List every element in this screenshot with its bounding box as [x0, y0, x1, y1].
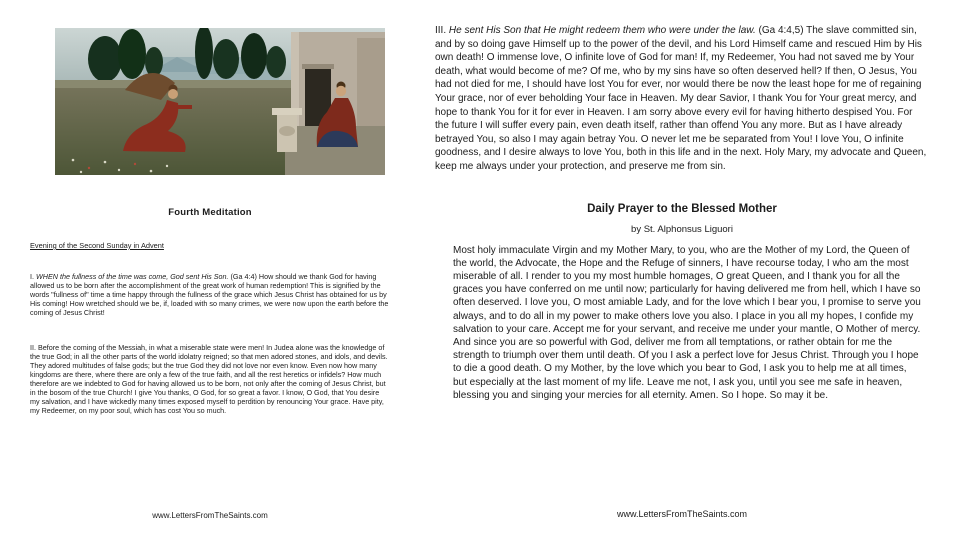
footer-url-right: www.LettersFromTheSaints.com — [616, 509, 748, 519]
paragraph-3-number: III. — [435, 25, 449, 36]
paragraph-1-number: I. — [30, 272, 36, 281]
paragraph-3-text: (Ga 4:4,5) The slave committed sin, and by so doing gave Himself up to the power of the devil, and his Lord Himself came and rescued Him by His own death! O immense love, O infinite love of God for man! If, my Redeemer, You had not saved me by Your death, what would become of me? Of me, who by my sins have so often deserved hell? If then, O Jesus, You had not died for me, I should have lost You for ever, nor would there be now the least hope for me of regaining Your grace, nor of ever beholding Your face in Heaven. My dear Savior, I thank You for Your great mercy, and hope to thank You for it for ever in Heaven. I am sorry above every evil for having hitherto despised You. For the future I will suffer every pain, even death itself, rather than offend You any more. But as I have already betrayed You, so also I may again betray You. O never let me be separated from You! I love You, O infinite goodness, and I desire always to love You, both in this life and in the next. Holy Mary, my advocate and Queen, keep me always under your protection, and preserve me from sin. — [435, 25, 927, 172]
right-column — [435, 24, 929, 402]
meditation-subtitle: Evening of the Second Sunday in Advent — [30, 241, 164, 250]
annunciation-painting — [55, 28, 385, 175]
meditation-paragraph-1 — [30, 272, 390, 317]
prayer-byline: by St. Alphonsus Liguori — [631, 223, 733, 235]
meditation-paragraph-3 — [435, 24, 929, 174]
meditation-paragraph-2: II. Before the coming of the Messiah, in what a miserable state were men! In Judea alone was the knowledge of the true God; in all the other parts of the world idolatry reigned; so that men adored stones, and idols, and devils. They adored multitudes of false gods; but the true God they did not love nor even know. Even now how many kingdoms are there, where there are only a few of the true faith, and all the rest heretics or infidels? How much therefore are we indebted to God for having allowed us to be born, not only after the coming of Jesus Christ, but in the bosom of the true Church! I give You thanks, O God, for so great a favor. I know, O God, that You desire my salvation, and I have wickedly many times exposed myself to perdition by renouncing Your grace. Have pity, my Redeemer, on my poor soul, which has cost You so much. — [30, 343, 388, 415]
meditation-title: Fourth Meditation — [168, 207, 252, 218]
paragraph-3-scripture-quote: He sent His Son that He might redeem them who were under the law. — [448, 25, 756, 36]
prayer-body: Most holy immaculate Virgin and my Mother Mary, to you, who are the Mother of my Lord, the Queen of the world, the Advocate, the Hope and the Refuge of sinners, I have recourse today, I who am the most miserable of all. I render to you my most humble homages, O great Queen, and I thank you for all the graces you have conferred on me until now; particularly for having delivered me from hell, which I have so often deserved. I love you, O most amiable Lady, and for the love which I bear you, I promise to serve you always, and to do all in my power to make others love you also. I place in you all my hopes, I confide my salvation to your care. Accept me for your servant, and receive me under your mantle, O Mother of mercy. And since you are so powerful with God, deliver me from all temptations, or rather obtain for me the strength to triumph over them until death. Of you I ask a perfect love for Jesus Christ. Through you I hope to die a good death. O my Mother, by the love which you bear to God, I ask you to help me at all times, but especially at the last moment of my life. Leave me not, I ask you, until you see me safe in heaven, blessing you and singing your mercies for all eternity. Amen. So I hope. So may it be. — [453, 244, 921, 401]
prayer-title: Daily Prayer to the Blessed Mother — [587, 202, 777, 215]
left-column — [30, 28, 390, 415]
footer-url-left: www.LettersFromTheSaints.com — [152, 511, 268, 520]
paragraph-1-text: (Ga 4:4) How should we thank God for having allowed us to be born after the accomplishment of the great work of human redemption! This is signified by the words "fullness of" time a time happy through the fullness of the grace which Jesus Christ has obtained for us by His coming! How wretched should we be, if, loaded with so many crimes, we were now upon the earth before the coming of Jesus Christ! — [30, 272, 389, 317]
paragraph-1-scripture-quote: WHEN the fullness of the time was come, God sent His Son. — [36, 272, 229, 281]
